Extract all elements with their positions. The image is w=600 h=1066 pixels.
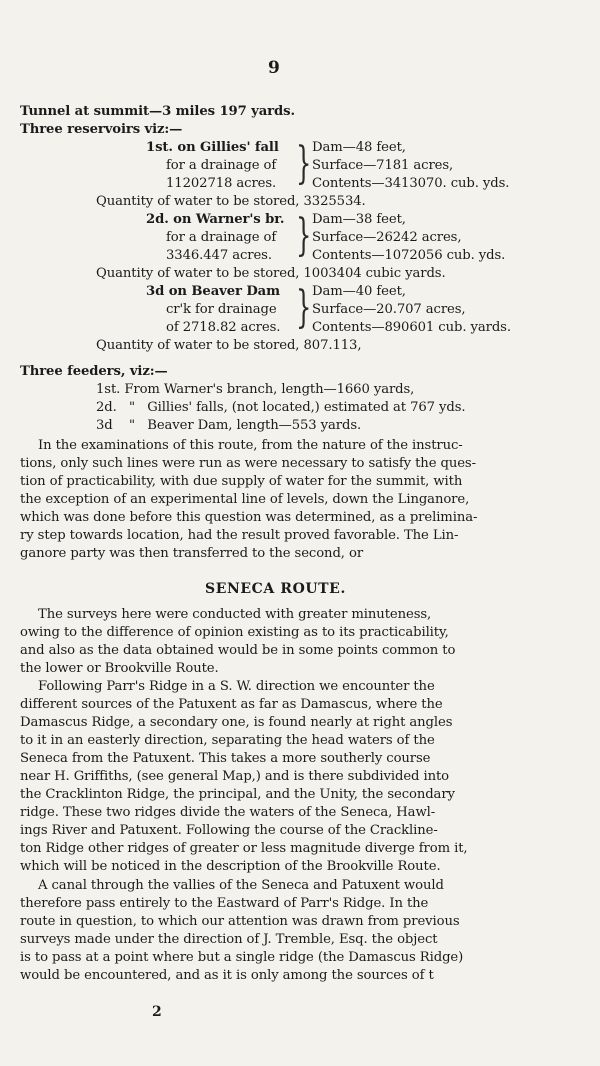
feeder-3: 3d " Beaver Dam, length—553 yards. [96, 418, 362, 433]
reservoir-3-brace: } [296, 282, 312, 333]
reservoir-2-left-1: 2d. on Warner's br. [146, 212, 285, 227]
reservoir-3-left-3: of 2718.82 acres. [166, 320, 281, 335]
reservoir-2-left-2: for a drainage of [166, 230, 277, 245]
reservoir-3-quantity: Quantity of water to be stored, 807.113, [96, 338, 362, 353]
paragraph-3-line: different sources of the Patuxent as far as Damascus, where the [20, 697, 443, 712]
paragraph-3-line: the Cracklinton Ridge, the principal, and the Unity, the secondary [20, 787, 455, 802]
paragraph-2-line: the lower or Brookville Route. [20, 661, 219, 676]
paragraph-1-line: ry step towards location, had the result proved favorable. The Lin- [20, 528, 459, 543]
paragraph-4-line: A canal through the vallies of the Seneca and Patuxent would [38, 878, 444, 893]
reservoir-3-right-2: Surface—20.707 acres, [312, 302, 466, 317]
paragraph-4-line: therefore pass entirely to the Eastward of Parr's Ridge. In the [20, 896, 429, 911]
page-number: 9 [268, 58, 280, 78]
paragraph-2-line: The surveys here were conducted with greater minuteness, [38, 607, 432, 622]
reservoir-3-right-3: Contents—890601 cub. yards. [312, 320, 511, 335]
reservoir-3-left-2: cr'k for drainage [166, 302, 277, 317]
paragraph-3-line: ings River and Patuxent. Following the course of the Crackline- [20, 823, 438, 838]
paragraph-4-line: surveys made under the direction of J. Tremble, Esq. the object [20, 932, 438, 947]
paragraph-3-line: ridge. These two ridges divide the waters of the Seneca, Hawl- [20, 805, 436, 820]
reservoir-3-right-1: Dam—40 feet, [312, 284, 406, 299]
reservoir-2-brace: } [296, 210, 312, 261]
reservoir-1-left-2: for a drainage of [166, 158, 277, 173]
reservoir-2-right-1: Dam—38 feet, [312, 212, 406, 227]
paragraph-1-line: tions, only such lines were run as were necessary to satisfy the ques- [20, 456, 476, 471]
reservoir-2-quantity: Quantity of water to be stored, 1003404 cubic yards. [96, 266, 446, 281]
reservoir-2-right-2: Surface—26242 acres, [312, 230, 462, 245]
reservoir-1-left-3: 11202718 acres. [166, 176, 277, 191]
section-heading: SENECA ROUTE. [205, 581, 346, 597]
paragraph-3-line: to it in an easterly direction, separating the head waters of the [20, 733, 435, 748]
reservoir-1-quantity: Quantity of water to be stored, 3325534. [96, 194, 366, 209]
paragraph-1-line: the exception of an experimental line of levels, down the Linganore, [20, 492, 470, 507]
reservoirs-intro: Three reservoirs viz:— [20, 122, 183, 137]
feeder-1: 1st. From Warner's branch, length—1660 yards, [96, 382, 415, 397]
reservoir-1-brace: } [296, 138, 312, 189]
paragraph-3-line: Seneca from the Patuxent. This takes a more southerly course [20, 751, 431, 766]
tunnel-line: Tunnel at summit—3 miles 197 yards. [20, 104, 295, 119]
reservoir-1-right-2: Surface—7181 acres, [312, 158, 454, 173]
signature-mark: 2 [152, 1004, 162, 1020]
reservoir-1-left-1: 1st. on Gillies' fall [146, 140, 279, 155]
paragraph-2-line: and also as the data obtained would be in some points common to [20, 643, 456, 658]
reservoir-1-right-1: Dam—48 feet, [312, 140, 406, 155]
feeders-intro: Three feeders, viz:— [20, 364, 168, 379]
feeder-2: 2d. " Gillies' falls, (not located,) estimated at 767 yds. [96, 400, 466, 415]
reservoir-2-right-3: Contents—1072056 cub. yds. [312, 248, 506, 263]
paragraph-3-line: near H. Griffiths, (see general Map,) and is there subdivided into [20, 769, 450, 784]
paragraph-1-line: In the examinations of this route, from the nature of the instruc- [38, 438, 463, 453]
paragraph-1-line: which was done before this question was determined, as a prelimina- [20, 510, 478, 525]
paragraph-4-line: is to pass at a point where but a single ridge (the Damascus Ridge) [20, 950, 464, 965]
paragraph-1-line: tion of practicability, with due supply of water for the summit, with [20, 474, 463, 489]
reservoir-1-right-3: Contents—3413070. cub. yds. [312, 176, 510, 191]
paragraph-3-line: Damascus Ridge, a secondary one, is found nearly at right angles [20, 715, 453, 730]
paragraph-3-line: Following Parr's Ridge in a S. W. direction we encounter the [38, 679, 435, 694]
reservoir-3-left-1: 3d on Beaver Dam [146, 284, 280, 299]
reservoir-2-left-3: 3346.447 acres. [166, 248, 272, 263]
paragraph-1-line: ganore party was then transferred to the second, or [20, 546, 364, 561]
paragraph-4-line: route in question, to which our attention was drawn from previous [20, 914, 460, 929]
paragraph-4-line: would be encountered, and as it is only among the sources of t [20, 968, 434, 983]
paragraph-2-line: owing to the difference of opinion existing as to its practicability, [20, 625, 449, 640]
paragraph-3-line: ton Ridge other ridges of greater or less magnitude diverge from it, [20, 841, 468, 856]
paragraph-3-line: which will be noticed in the description of the Brookville Route. [20, 859, 441, 874]
